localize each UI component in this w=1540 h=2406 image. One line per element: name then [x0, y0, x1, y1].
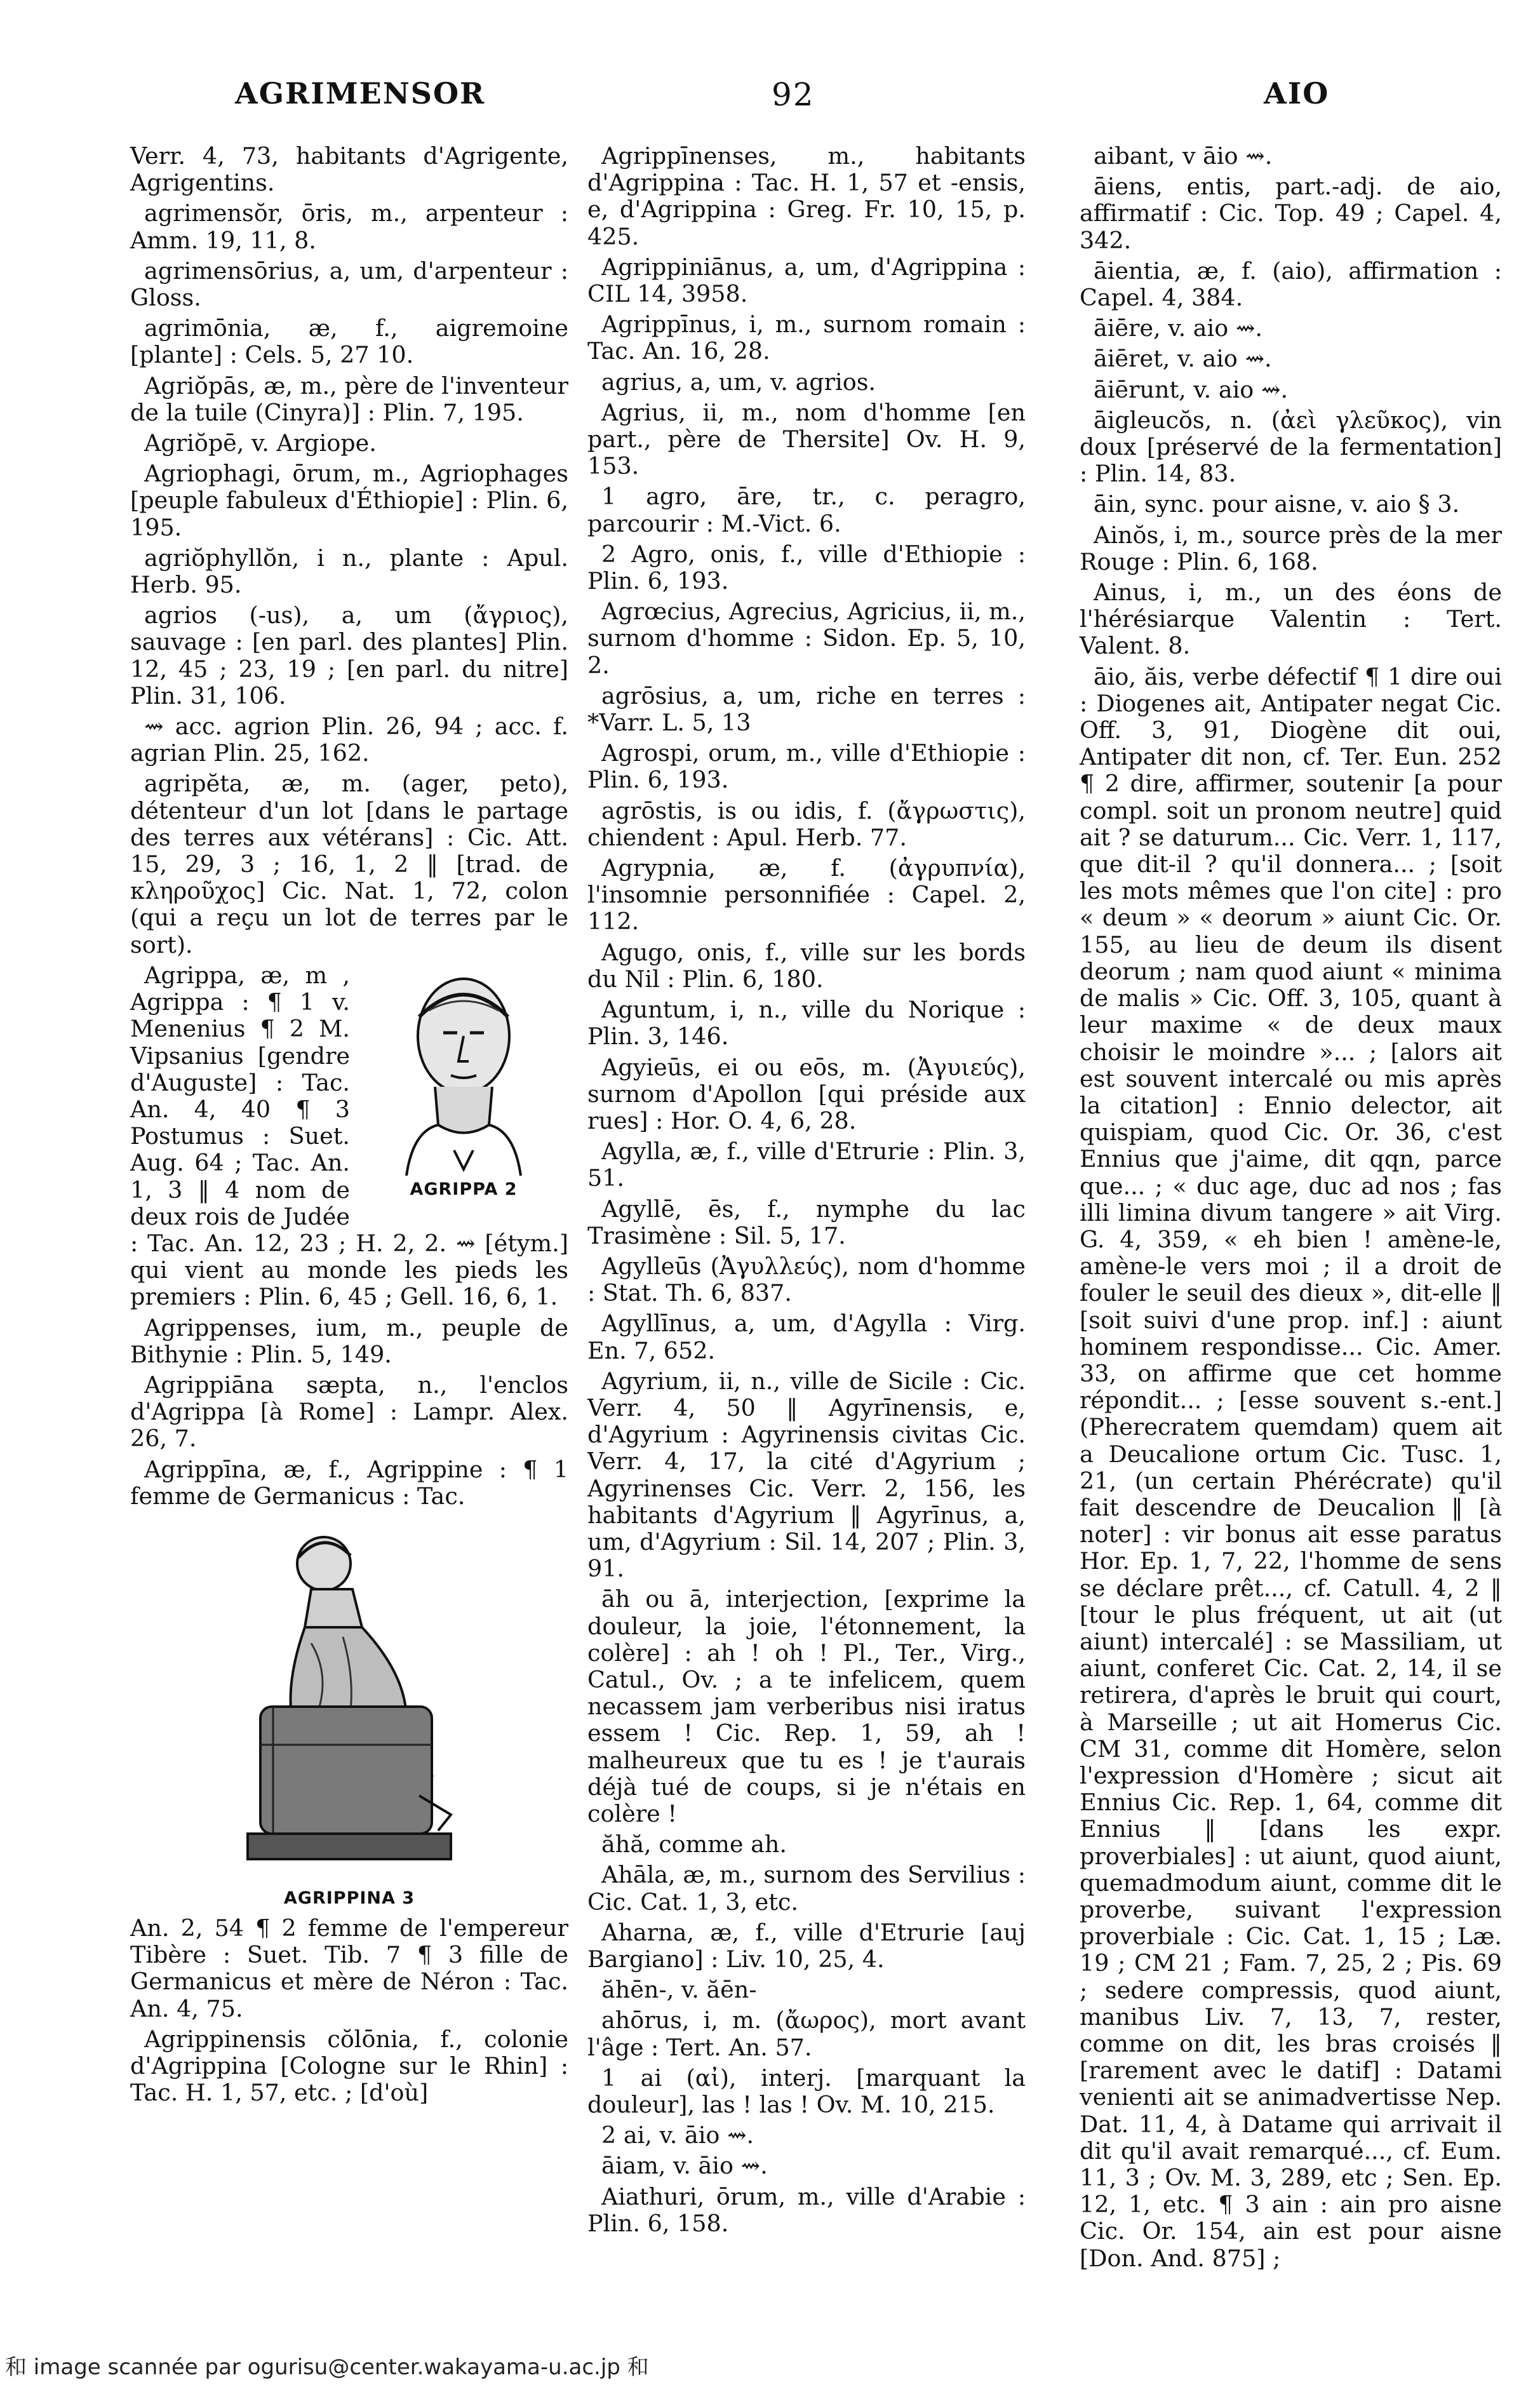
dictionary-entry: Agyllīnus, a, um, d'Agylla : Virg. En. 7, 652.	[587, 1310, 1026, 1364]
dictionary-entry: agripĕta, æ, m. (ager, peto), détenteur d'un lot [dans le partage des terres aux vétérans] : Cic. Att. 15, 29, 3 ; 16, 1, 2 ‖ [trad. de κληροῦχος] Cic. Nat. 1, 72, colon (qui a reçu un lot de terres par le sort).	[130, 770, 568, 958]
dictionary-entry: agrimensōrius, a, um, d'arpenteur : Gloss.	[130, 257, 568, 312]
dictionary-entry: āientia, æ, f. (aio), affirmation : Capel. 4, 384.	[1080, 257, 1502, 312]
dictionary-entry: Agriophagi, ōrum, m., Agriophages [peuple fabuleux d'Éthiopie] : Plin. 6, 195.	[130, 460, 568, 541]
dictionary-entry: Agylleūs (Ἀγυλλεύς), nom d'homme : Stat. Th. 6, 837.	[587, 1252, 1026, 1307]
dictionary-entry: Ainŏs, i, m., source près de la mer Rouge : Plin. 6, 168.	[1080, 521, 1502, 575]
dictionary-entry: Agrippenses, ium, m., peuple de Bithynie : Plin. 5, 149.	[130, 1314, 568, 1368]
dictionary-entry: agriŏphyllŏn, i n., plante : Apul. Herb. 95.	[130, 544, 568, 599]
dictionary-entry: āiērunt, v. aio ⇝.	[1094, 375, 1289, 403]
dictionary-entry: ăhă, comme ah.	[601, 1831, 787, 1858]
dictionary-entry: Agrius, ii, m., nom d'homme [en part., père de Thersite] Ov. H. 9, 153.	[587, 398, 1026, 480]
dictionary-entry: Agylla, æ, f., ville d'Etrurie : Plin. 3, 51.	[587, 1138, 1026, 1192]
column-2	[587, 143, 1026, 2241]
dictionary-entry: ⇝ acc. agrion Plin. 26, 94 ; acc. f. agrian Plin. 25, 162.	[130, 713, 568, 767]
dictionary-entry: Aiathuri, ōrum, m., ville d'Arabie : Plin. 6, 158.	[587, 2182, 1026, 2237]
dictionary-entry: Agrippīna, æ, f., Agrippine : ¶ 1 femme de Germanicus : Tac.	[130, 1455, 568, 1510]
running-head-left: AGRIMENSOR	[235, 76, 486, 111]
dictionary-entry-aio: āio, ăis, verbe défectif ¶ 1 dire oui : Diogenes ait, Antipater negat Cic. Off. 3, 91, Diogène dit oui, Antipater dit non, cf. Ter. Eun. 252 ¶ 2 dire, affirmer, soutenir [a pour compl. soit un pronom neutre] quid ait ? se daturum... Cic. Verr. 1, 117, que dit-il ? qu'il donnera... ; [soit les mots mêmes que l'on cite] : pro « deum » « deorum » aiunt Cic. Or. 155, au lieu de deum ils disent deorum ; nam quod aiunt « minima de malis » Cic. Off. 3, 105, quant à leur maxime « de deux maux choisir le moindre »... ; [alors ait est souvent intercalé ou mis après la citation] : Ennio delector, ait quispiam, quod Cic. Or. 36, c'est Ennius que j'aime, dit qqn, parce que... ; « duc age, duc ad nos ; fas illi limina divum tangere » ait Virg. G. 4, 359, « eh bien ! amène-le, amène-le vers moi ; il a droit de fouler le seuil des dieux », dit-elle ‖ [soit suivi d'une prop. inf.] : aiunt hominem respondisse... Cic. Amer. 33, on affirme que cet homme répondit... ; [esse souvent s.-ent.] (Pherecratem quemdam) quem ait a Deucalione ortum Cic. Tusc. 1, 21, (un certain Phérécrate) qu'il fait descendre de Deucalion ‖ [à noter] : vir bonus ait esse paratus Hor. Ep. 1, 7, 22, l'homme de sens se déclare prêt..., cf. Catull. 4, 2 ‖ [tour le plus fréquent, ut ait (ut aiunt) intercalé] : se Massiliam, ut aiunt, conferet Cic. Cat. 2, 14, il se retirera, d'après le bruit qui court, à Marseille ; ut ait Homerus Cic. CM 31, comme dit Homère, selon l'expression d'Homère ; sicut ait Ennius Cic. Rep. 1, 64, comme dit Ennius ‖ [dans les expr. proverbiales] : ut aiunt, quod aiunt, quemadmodum aiunt, comme dit le proverbe, suivant l'expression proverbiale : Cic. Cat. 1, 15 ; Læ. 19 ; CM 21 ; Fam. 7, 25, 2 ; Pis. 69 ; sedere compressis, quod aiunt, manibus Liv. 7, 13, 7, rester, comme on dit, les bras croisés ‖ [rarement avec le datif] : Datami venienti ait se animadvertisse Nep. Dat. 11, 4, à Datame qui arrivait il dit qu'il avait remarqué..., cf. Eum. 11, 3 ; Ov. M. 3, 289, etc ; Sen. Ep. 12, 1, etc. ¶ 3 ain : ain pro aisne Cic. Or. 154, ain est pour aisne [Don. And. 875] ;	[1080, 662, 1502, 2272]
dictionary-entry: Agyrium, ii, n., ville de Sicile : Cic. Verr. 4, 50 ‖ Agyrīnensis, e, d'Agyrium : Agyrinensis civitas Cic. Verr. 4, 17, la cité d'Agyrium ; Agyrinenses Cic. Verr. 2, 156, les habitants d'Agyrium ‖ Agyrīnus, a, um, d'Agyrium : Sil. 14, 207 ; Plin. 3, 91.	[587, 1367, 1026, 1583]
dictionary-entry: Agrippiāna sæpta, n., l'enclos d'Agrippa [à Rome] : Lampr. Alex. 26, 7.	[130, 1371, 568, 1453]
dictionary-entry: An. 2, 54 ¶ 2 femme de l'empereur Tibère : Suet. Tib. 7 ¶ 3 fille de Germanicus et mère de Néron : Tac. An. 4, 75.	[130, 1914, 568, 2022]
scan-credit-footer: 和 image scannée par ogurisu@center.wakayama-u.ac.jp 和	[5, 2355, 649, 2380]
dictionary-entry: 1 ai (αἰ), interj. [marquant la douleur], las ! las ! Ov. M. 10, 215.	[587, 2064, 1026, 2119]
dictionary-entry: āigleucŏs, n. (ἀεὶ γλεῦκος), vin doux [préservé de la fermentation] : Plin. 14, 83.	[1080, 406, 1502, 488]
running-head	[0, 76, 1540, 127]
dictionary-entry: Ainus, i, m., un des éons de l'hérésiarque Valentin : Tert. Valent. 8.	[1080, 579, 1502, 660]
dictionary-entry: Aharna, æ, f., ville d'Etrurie [auj Bargiano] : Liv. 10, 25, 4.	[587, 1918, 1026, 1973]
dictionary-entry: agrimensŏr, ōris, m., arpenteur : Amm. 19, 11, 8.	[130, 199, 568, 254]
column-3	[1080, 143, 1502, 2276]
dictionary-entry: agrius, a, um, v. agrios.	[601, 368, 876, 396]
figure-agrippa-2	[359, 966, 568, 1200]
running-head-right: AIO	[1264, 76, 1330, 111]
portrait-bust-icon	[368, 966, 559, 1176]
dictionary-entry: Agrœcius, Agrecius, Agricius, ii, m., surnom d'homme : Sidon. Ep. 5, 10, 2.	[587, 598, 1026, 679]
dictionary-entry: 1 agro, āre, tr., c. peragro, parcourir : M.-Vict. 6.	[587, 483, 1026, 537]
dictionary-entry: āiēre, v. aio ⇝.	[1094, 314, 1262, 342]
dictionary-entry: Agriŏpās, æ, m., père de l'inventeur de la tuile (Cinyra)] : Plin. 7, 195.	[130, 372, 568, 426]
dictionary-entry: āiens, entis, part.-adj. de aio, affirmatif : Cic. Top. 49 ; Capel. 4, 342.	[1080, 173, 1502, 254]
dictionary-entry: ahōrus, i, m. (ἄωρος), mort avant l'âge : Tert. An. 57.	[587, 2006, 1026, 2061]
dictionary-entry: agrimōnia, æ, f., aigremoine [plante] : Cels. 5, 27 10.	[130, 314, 568, 369]
dictionary-entry: Agrippīnus, i, m., surnom romain : Tac. An. 16, 28.	[587, 311, 1026, 365]
dictionary-entry: āh ou ā, interjection, [exprime la douleur, la joie, l'étonnement, la colère] : ah ! oh ! Pl., Ter., Virg., Catul., Ov. ; a te infelicem, quem necassem jam verberibus nisi iratus essem ! Cic. Rep. 1, 59, ah ! malheureux que tu es ! je t'aurais déjà tué de coups, si je n'étais en colère !	[587, 1585, 1026, 1827]
page-number: 92	[772, 76, 815, 113]
dictionary-entry: 2 ai, v. āio ⇝.	[601, 2121, 754, 2149]
dictionary-entry: Agugo, onis, f., ville sur les bords du Nil : Plin. 6, 180.	[587, 938, 1026, 993]
dictionary-entry: Agrypnia, æ, f. (ἀγρυπνία), l'insomnie personnifiée : Capel. 2, 112.	[587, 854, 1026, 936]
dictionary-entry: agrōstis, is ou idis, f. (ἄγρωστις), chiendent : Apul. Herb. 77.	[587, 796, 1026, 851]
figure-caption: AGRIPPINA 3	[283, 1888, 415, 1908]
dictionary-entry: Agyieūs, ei ou eōs, m. (Ἀγυιεύς), surnom d'Apollon [qui préside aux rues] : Hor. O. 4, 6, 28.	[587, 1053, 1026, 1134]
dictionary-entry: Agrospi, orum, m., ville d'Ethiopie : Plin. 6, 193.	[587, 739, 1026, 794]
dictionary-entry: āiēret, v. aio ⇝.	[1094, 345, 1272, 373]
dictionary-entry: Agrippinensis cŏlōnia, f., colonie d'Agrippina [Cologne sur le Rhin] : Tac. H. 1, 57, etc. ; [d'où]	[130, 2025, 568, 2107]
dictionary-entry: āin, sync. pour aisne, v. aio § 3.	[1094, 490, 1460, 518]
dictionary-entry: Aguntum, i, n., ville du Norique : Plin. 3, 146.	[587, 996, 1026, 1051]
dictionary-entry-agrippa: Agrippa, æ, m , Agrippa : ¶ 1 v. Menenius ¶ 2 M. Vipsanius [gendre d'Auguste] : Tac. An. 4, 40 ¶ 3 Postumus : Suet. Aug. 64 ; Tac. An. 1, 3 ‖ 4 nom de deux rois de Judée : Tac. An. 12, 23 ; H. 2, 2. ⇝ [étym.] qui vient au monde les pieds les premiers : Plin. 6, 45 ; Gell. 16, 6, 1.	[130, 961, 568, 1311]
dictionary-entry: āiam, v. āio ⇝.	[601, 2152, 768, 2180]
dictionary-entry: Agyllē, ēs, f., nymphe du lac Trasimène : Sil. 5, 17.	[587, 1195, 1026, 1249]
dictionary-entry: aibant, v āio ⇝.	[1094, 142, 1273, 170]
dictionary-entry: ăhēn-, v. ăēn-	[601, 1976, 757, 2004]
seated-statue-icon	[216, 1516, 483, 1885]
dictionary-entry: Agriŏpē, v. Argiope.	[144, 429, 377, 457]
dictionary-entry: Agrippīnenses, m., habitants d'Agrippina : Tac. H. 1, 57 et -ensis, e, d'Agrippina : Greg. Fr. 10, 15, p. 425.	[587, 142, 1026, 250]
column-1	[130, 143, 568, 2110]
dictionary-entry: Ahāla, æ, m., surnom des Servilius : Cic. Cat. 1, 3, etc.	[587, 1861, 1026, 1916]
figure-agrippina-3	[130, 1516, 568, 1909]
dictionary-entry: Agrippiniānus, a, um, d'Agrippina : CIL 14, 3958.	[587, 253, 1026, 308]
dictionary-entry: agrios (-us), a, um (ἄγριος), sauvage : [en parl. des plantes] Plin. 12, 45 ; 23, 19 ; [en parl. du nitre] Plin. 31, 106.	[130, 602, 568, 709]
dictionary-entry: agrōsius, a, um, riche en terres : *Varr. L. 5, 13	[587, 682, 1026, 737]
dictionary-entry: 2 Agro, onis, f., ville d'Ethiopie : Plin. 6, 193.	[587, 540, 1026, 595]
dictionary-entry: Verr. 4, 73, habitants d'Agrigente, Agrigentins.	[130, 142, 568, 197]
figure-caption: AGRIPPA 2	[410, 1179, 518, 1199]
